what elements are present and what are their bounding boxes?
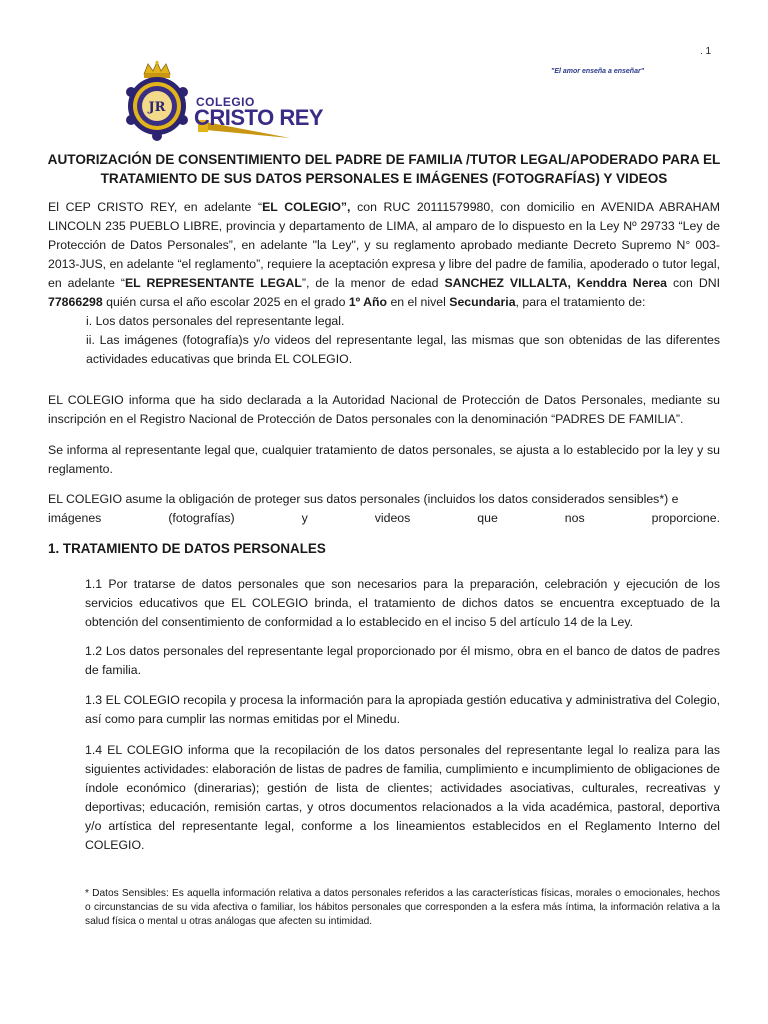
- clause-1-1: 1.1 Por tratarse de datos personales que son necesarios para la preparación, celebración y ejecución de los servicios educativos que EL COLEGIO brinda, el tratamiento de dichos datos se encuentra exceptuado de la obtención del consentimiento de conformidad a lo establecido en el inciso 5 del artículo 14 de la Ley.: [85, 577, 720, 629]
- section-heading: 1. TRATAMIENTO DE DATOS PERSONALES: [48, 541, 326, 556]
- level: Secundaria: [449, 295, 516, 309]
- student-dni: 77866298: [48, 295, 103, 309]
- shield-icon: [126, 77, 188, 141]
- list-item: i. Los datos personales del representante legal.: [86, 314, 345, 328]
- registro-paragraph: EL COLEGIO informa que ha sido declarada a la Autoridad Nacional de Protección de Datos Personales, mediante su inscripción en el Registro Nacional de Protección de Datos personales con la denominación “PADRES DE FAMILIA”.: [48, 393, 720, 426]
- clause-1-3: 1.3 EL COLEGIO recopila y procesa la información para la apropiada gestión educativa y administrativa del Colegio, así como para cumplir las normas emitidas por el Minedu.: [85, 693, 720, 726]
- student-name: SANCHEZ VILLALTA, Kenddra Nerea: [444, 276, 667, 290]
- intro-paragraph: El CEP CRISTO REY, en adelante “EL COLEGIO”, con RUC 20111579980, con domicilio en AVENIDA ABRAHAM LINCOLN 235 PUEBLO LIBRE, provincia y departamento de LIMA, al amparo de lo dispuesto en la Ley Nº 29733 “Ley de Protección de Datos Personales”, en adelante "la Ley", y su reglamento aprobado mediante Decreto Supremo N° 003-2013-JUS, en adelante “el reglamento”, requiere la aceptación expresa y libre del padre de familia, apoderado o tutor legal, en adelante “EL REPRESENTANTE LEGAL”, de la menor de edad SANCHEZ VILLALTA, Kenddra Nerea con DNI 77866298 quién cursa el año escolar 2025 en el grado 1º Año en el nivel Secundaria, para el tratamiento de: i. Los datos personales del representante legal. ii. Las imágenes (fotografía)s y/o videos del representante legal, las mismas que son obtenidas de las diferentes actividades educativas que brinda EL COLEGIO.: [48, 198, 720, 369]
- logo-text-colegio: COLEGIO: [196, 95, 255, 109]
- school-motto: "El amor enseña a enseñar": [551, 68, 645, 75]
- footnote: * Datos Sensibles: Es aquella información relativa a datos personales referidos a las características físicas, morales o emocionales, hechos o circunstancias de su vida afectiva o familiar, los hábitos personales que corresponden a la esfera más íntima, la información relativa a la salud física o mental u otras análogas que afecten su intimidad.: [85, 888, 720, 927]
- obligacion-paragraph: EL COLEGIO asume la obligación de proteger sus datos personales (incluidos los datos considerados sensibles*) e imágenes (fotografías) y videos que nos proporcione.: [48, 492, 720, 525]
- clause-1-4: 1.4 EL COLEGIO informa que la recopilación de los datos personales del representante legal lo realiza para las siguientes actividades: elaboración de listas de padres de familia, cumplimiento e incumplimiento de obligaciones de índole económico (dinerarias); gestión de lista de clientes; actividades asociativas, culturales, recreativas y deportivas; educación, remisión cartas, y otros documentos relacionados a la vida académica, pastoral, deportiva y/o artística del representante legal, conforme a los lineamientos establecidos en el Reglamento Interno del COLEGIO.: [85, 743, 720, 852]
- svg-text:JR: JR: [148, 100, 166, 115]
- list-item: ii. Las imágenes (fotografía)s y/o videos del representante legal, las mismas que son obtenidas de las diferentes actividades educativas que brinda EL COLEGIO.: [86, 333, 720, 366]
- tratamiento-paragraph: Se informa al representante legal que, cualquier tratamiento de datos personales, se ajusta a lo establecido por la ley y su reglamento.: [48, 443, 720, 476]
- grade: 1º Año: [348, 295, 388, 309]
- clause-1-2: 1.2 Los datos personales del representante legal proporcionado por él mismo, obra en el banco de datos de padres de familia.: [85, 644, 720, 677]
- page-number: . 1: [700, 46, 712, 57]
- document-title: AUTORIZACIÓN DE CONSENTIMIENTO DEL PADRE DE FAMILIA /TUTOR LEGAL/APODERADO PARA EL TRATAMIENTO DE SUS DATOS PERSONALES E IMÁGENES (FOTOGRAFÍAS) Y VIDEOS: [47, 152, 721, 186]
- crown-icon: [144, 61, 170, 78]
- logo-text-cristo-rey: CRISTO REY: [194, 105, 324, 130]
